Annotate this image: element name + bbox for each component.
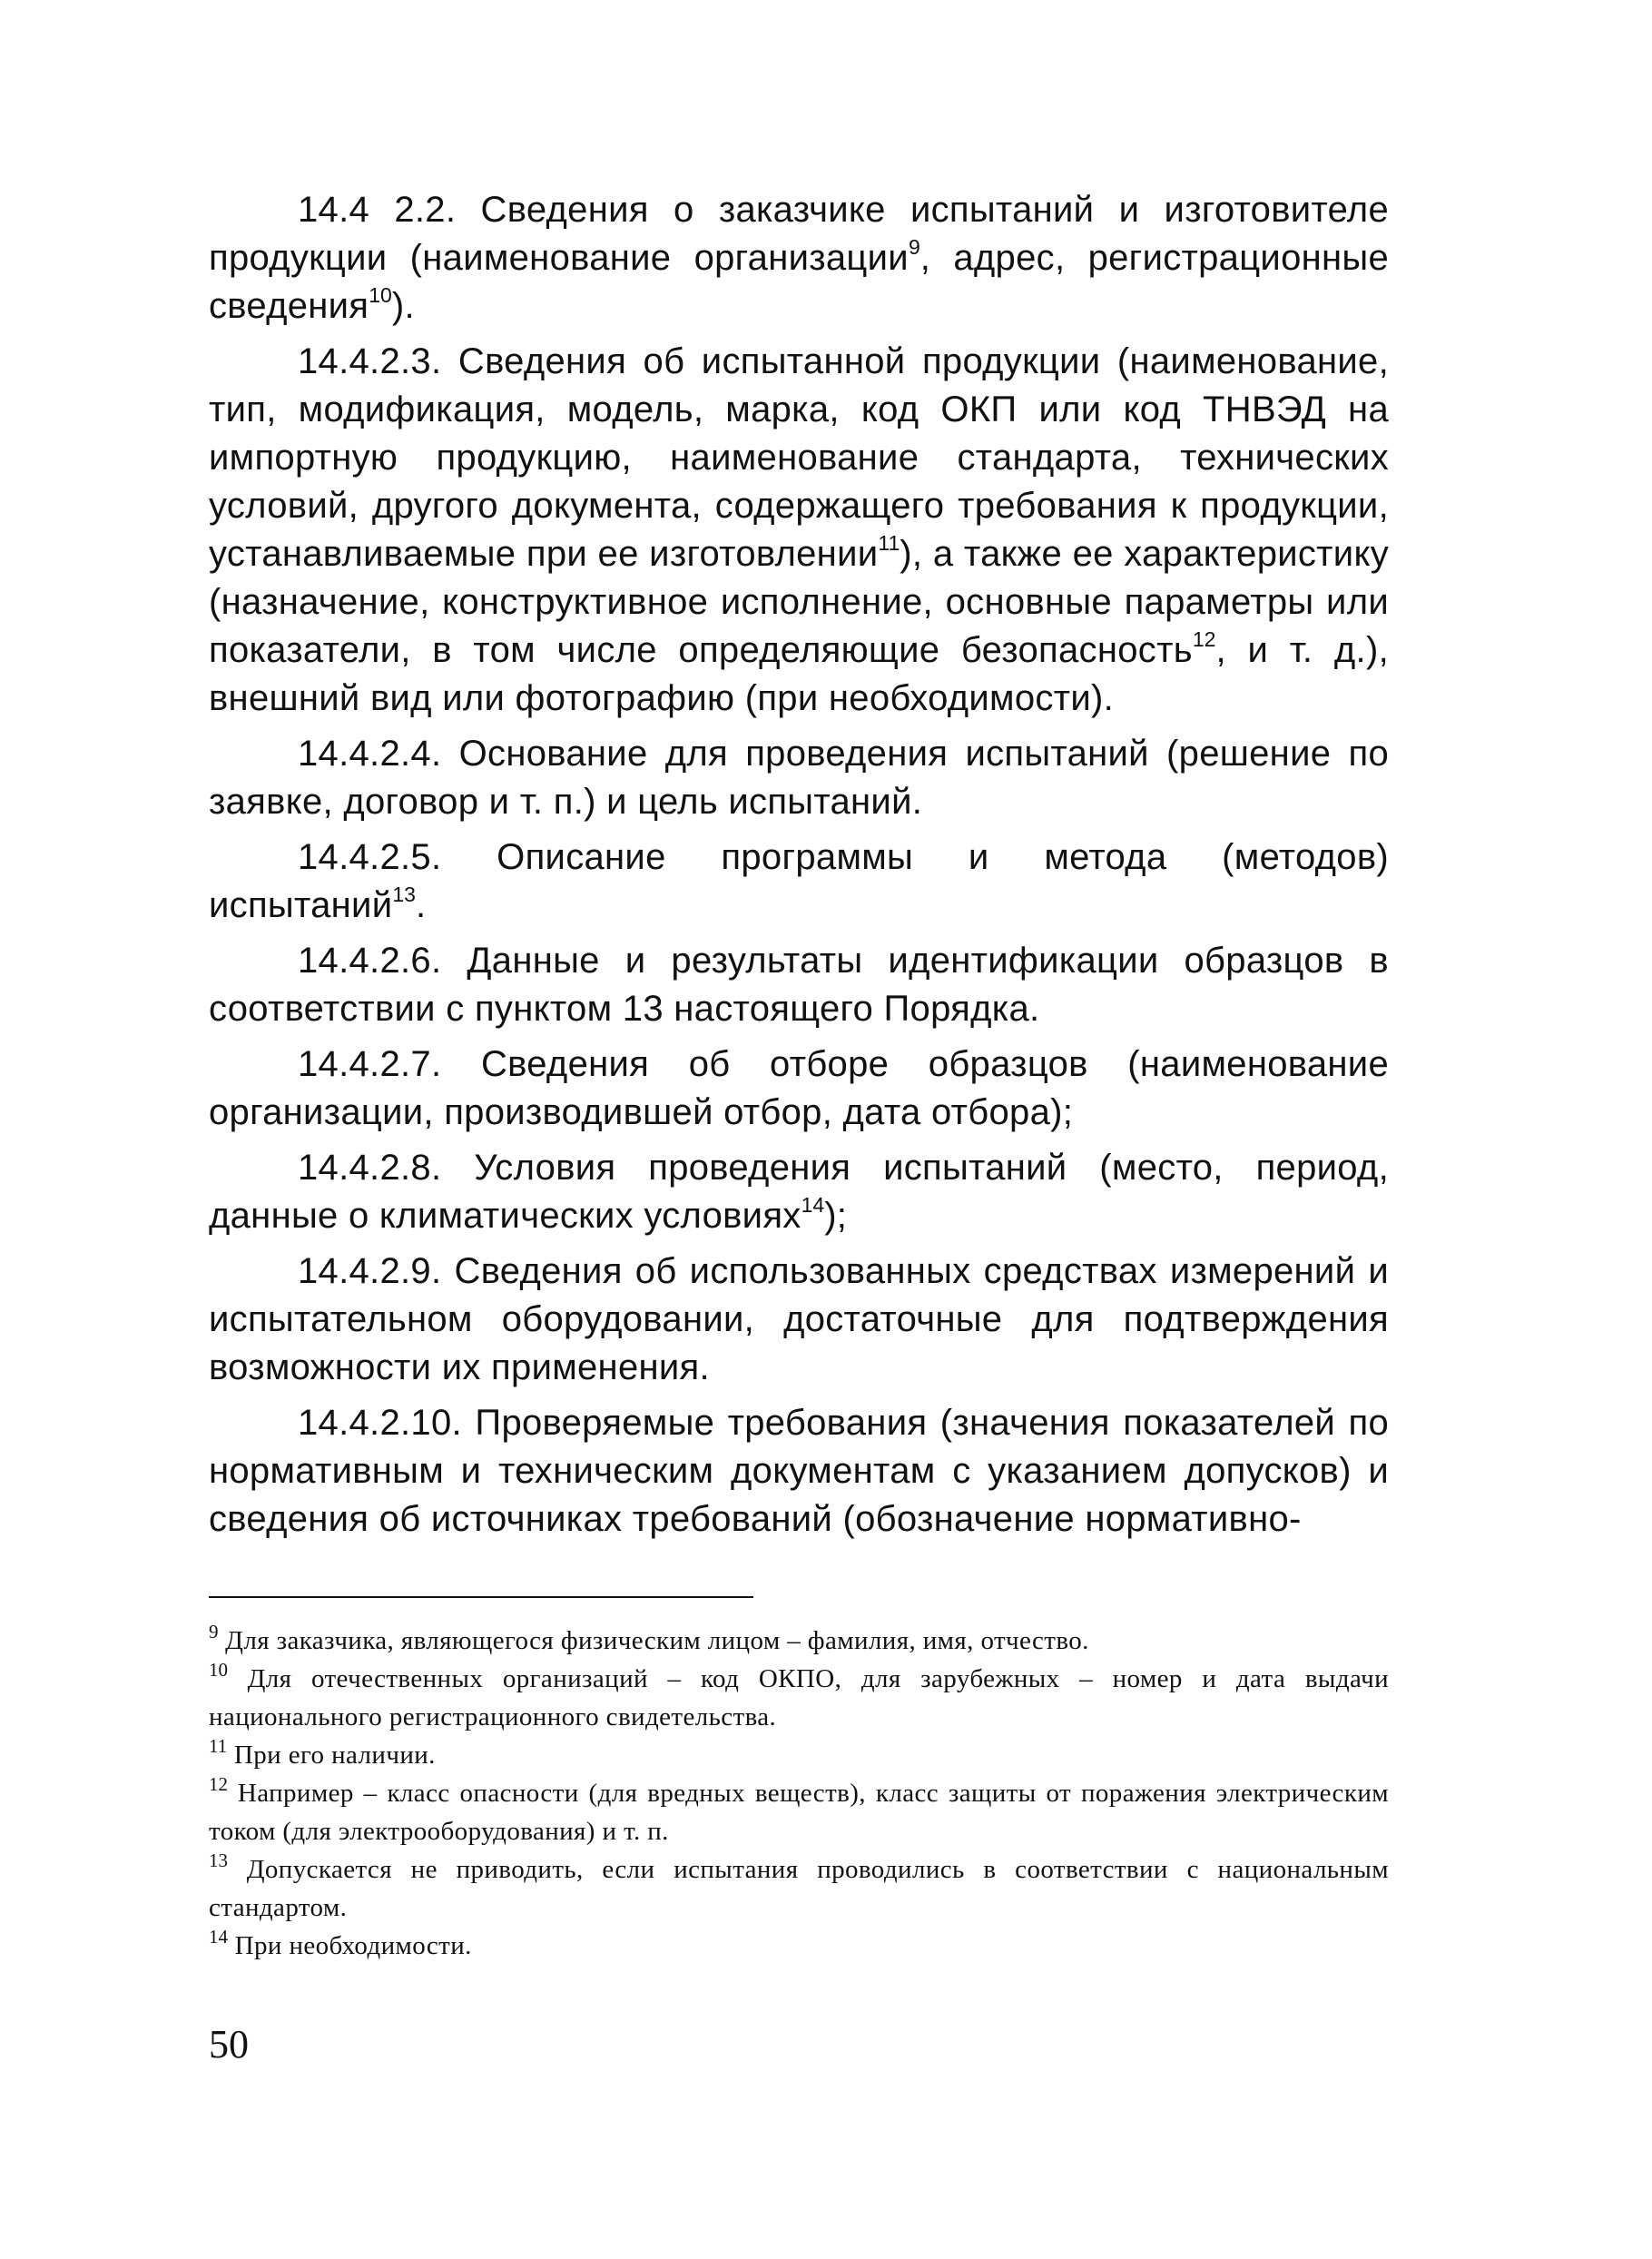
footnote-mark: 12 — [209, 1773, 228, 1795]
footnotes — [209, 1622, 1389, 1965]
paragraph-text: ). — [391, 286, 415, 326]
footnote-separator — [209, 1596, 753, 1598]
footnote-reference: 12 — [1192, 627, 1216, 651]
document-page — [209, 186, 1389, 2067]
footnote — [209, 1736, 1389, 1774]
footnote — [209, 1850, 1389, 1927]
paragraph — [209, 338, 1389, 723]
paragraph-text: 14.4.2.5. Описание программы и метода (методов) испытаний — [209, 837, 1389, 925]
paragraph-text: 14.4.2.10. Проверяемые требования (значения показателей по нормативным и техническим документам с указанием допусков) и сведения об источниках требований (обозначение нормативно- — [209, 1403, 1389, 1539]
paragraph-text: ); — [824, 1196, 848, 1236]
footnote — [209, 1774, 1389, 1850]
paragraph-text: 14.4.2.4. Основание для проведения испытаний (решение по заявке, договор и т. п.) и цель испытаний. — [209, 734, 1389, 822]
paragraph-text: 14.4.2.3. Сведения об испытанной продукции (наименование, тип, модификация, модель, марка, код ОКП или код ТНВЭД на импортную продукцию, наименование стандарта, технических условий, другого документа, содержащего требования к продукции, устанавливаемые при ее изготовлении — [209, 341, 1389, 574]
footnote-text: При необходимости. — [228, 1931, 472, 1960]
footnote — [209, 1622, 1389, 1660]
footnote-mark: 11 — [209, 1735, 228, 1757]
footnote-reference: 10 — [369, 283, 392, 307]
footnote-mark: 14 — [209, 1926, 228, 1948]
paragraph-text: . — [415, 885, 427, 925]
footnote-text: При его наличии. — [227, 1741, 436, 1770]
footnote-text: Для заказчика, являющегося физическим лицом – фамилия, имя, отчество. — [218, 1626, 1089, 1655]
paragraph — [209, 1144, 1389, 1240]
footnote-mark: 10 — [209, 1659, 228, 1681]
paragraph-text: , адрес, регистрационные сведения — [209, 238, 1389, 326]
paragraph-text: 14.4.2.6. Данные и результаты идентификации образцов в соответствии с пунктом 13 настоящего Порядка. — [209, 941, 1389, 1029]
footnote-reference: 9 — [908, 235, 920, 259]
paragraph-text: , и т. д.), внешний вид или фотографию (при необходимости). — [209, 630, 1389, 718]
footnote-reference: 14 — [801, 1193, 825, 1217]
footnote-text: Например – класс опасности (для вредных веществ), класс защиты от поражения электрическим током (для электрооборудования) и т. п. — [209, 1779, 1389, 1846]
paragraph-text: 14.4 2.2. Сведения о заказчике испытаний и изготовителе продукции (наименование организации — [209, 190, 1389, 278]
paragraph — [209, 730, 1389, 826]
paragraph — [209, 834, 1389, 930]
footnote-mark: 13 — [209, 1850, 228, 1871]
footnote-text: Допускается не приводить, если испытания проводились в соответствии с национальным стандартом. — [209, 1855, 1389, 1922]
paragraph — [209, 1399, 1389, 1544]
paragraph — [209, 1041, 1389, 1137]
footnote-reference: 13 — [392, 883, 416, 906]
footnote-mark: 9 — [209, 1621, 219, 1642]
paragraph-text: 14.4.2.9. Сведения об использованных средствах измерений и испытательном оборудовании, достаточные для подтверждения возможности их применения. — [209, 1251, 1389, 1387]
page-number: 50 — [209, 2022, 249, 2067]
paragraph — [209, 1248, 1389, 1392]
footnote-reference: 11 — [878, 531, 900, 555]
paragraph-text: ), а также ее характеристику (назначение, конструктивное исполнение, основные параметры или показатели, в том числе определяющие безопасность — [209, 534, 1389, 670]
paragraph — [209, 937, 1389, 1033]
paragraph — [209, 186, 1389, 330]
paragraph-text: 14.4.2.7. Сведения об отборе образцов (наименование организации, производившей отбор, дата отбора); — [209, 1044, 1389, 1132]
footnote — [209, 1660, 1389, 1736]
body-text — [209, 186, 1389, 1544]
paragraph-text: 14.4.2.8. Условия проведения испытаний (место, период, данные о климатических условиях — [209, 1148, 1389, 1236]
footnote — [209, 1927, 1389, 1965]
footnote-text: Для отечественных организаций – код ОКПО, для зарубежных – номер и дата выдачи национального регистрационного свидетельства. — [209, 1664, 1389, 1731]
